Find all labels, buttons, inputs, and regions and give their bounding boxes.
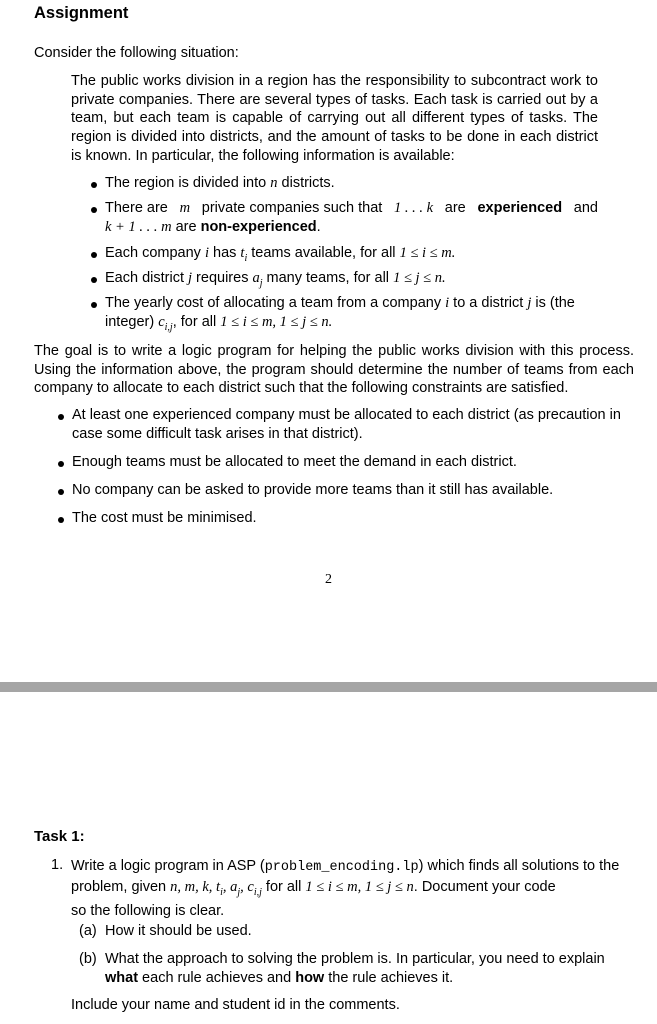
constraint-demand: Enough teams must be allocated to meet the demand in each district. xyxy=(72,454,517,470)
constraint-availability: No company can be asked to provide more teams than it still has available. xyxy=(72,482,554,498)
bullet-dot xyxy=(58,461,64,467)
bullet-companies: There are m private companies such that 1 . . . k are experienced and k + 1 . . . m are non-experienced. xyxy=(105,200,598,235)
constraint-cost: The cost must be minimised. xyxy=(72,510,257,526)
subitem-a-label: (a) xyxy=(79,923,97,939)
constraint-experienced: At least one experienced company must be allocated to each district (as precaution in case some difficult task arises in that district). xyxy=(72,407,621,442)
goal-paragraph: The goal is to write a logic program for helping the public works division with this process. Using the information above, the program should determine the number of teams from each company to allocate to each district such that the following constraints are satisfied. xyxy=(34,343,634,397)
bullet-dot xyxy=(58,489,64,495)
filename: problem_encoding.lp xyxy=(264,860,419,875)
subitem-b-text: What the approach to solving the problem is. In particular, you need to explain what each rule achieves and how the rule achieves it. xyxy=(105,951,605,986)
bullet-dot xyxy=(91,207,97,213)
task-heading: Task 1: xyxy=(34,828,85,845)
bullet-teams-available: Each company i has $t_i$ teams available, for all 1 ≤ i ≤ m. xyxy=(105,245,456,264)
bullet-dot xyxy=(91,302,97,308)
bullet-district-demand: Each district j requires $a_j$ many teams, for all 1 ≤ j ≤ n. xyxy=(105,270,446,289)
bullet-dot xyxy=(58,414,64,420)
bullet-dot xyxy=(91,277,97,283)
subitem-b-label: (b) xyxy=(79,951,97,967)
page-number: 2 xyxy=(325,572,332,587)
intro-text: Consider the following situation: xyxy=(34,45,239,61)
bullet-yearly-cost: The yearly cost of allocating a team from a company i to a district j is (the integer) $c_{i,j}$, for all 1 ≤ i ≤ m, 1 ≤ j ≤ n. xyxy=(105,295,575,333)
bullet-dot xyxy=(91,252,97,258)
page-divider xyxy=(0,682,657,692)
bullet-dot xyxy=(91,182,97,188)
include-note: Include your name and student id in the comments. xyxy=(71,997,400,1013)
bullet-districts: The region is divided into n districts. xyxy=(105,175,335,191)
subitem-a-text: How it should be used. xyxy=(105,923,252,939)
page-title: Assignment xyxy=(34,4,129,22)
bullet-dot xyxy=(58,517,64,523)
quote-paragraph: The public works division in a region has the responsibility to subcontract work to private companies. There are several types of tasks. Each task is carried out by a team, but each team is capable of carrying out all different types of tasks. The region is divided into districts, and the amount of tasks to be done in each district is known. In particular, the following information is available: xyxy=(71,73,598,164)
task-description: Write a logic program in ASP (problem_encoding.lp) which finds all solutions to the problem, given n, m, k, $t_i$, $a_j$, $c_{i,j}$ for all 1 ≤ i ≤ m, 1 ≤ j ≤ n. Document your code so the following is clear. xyxy=(71,858,620,919)
task-number: 1. xyxy=(51,857,64,873)
